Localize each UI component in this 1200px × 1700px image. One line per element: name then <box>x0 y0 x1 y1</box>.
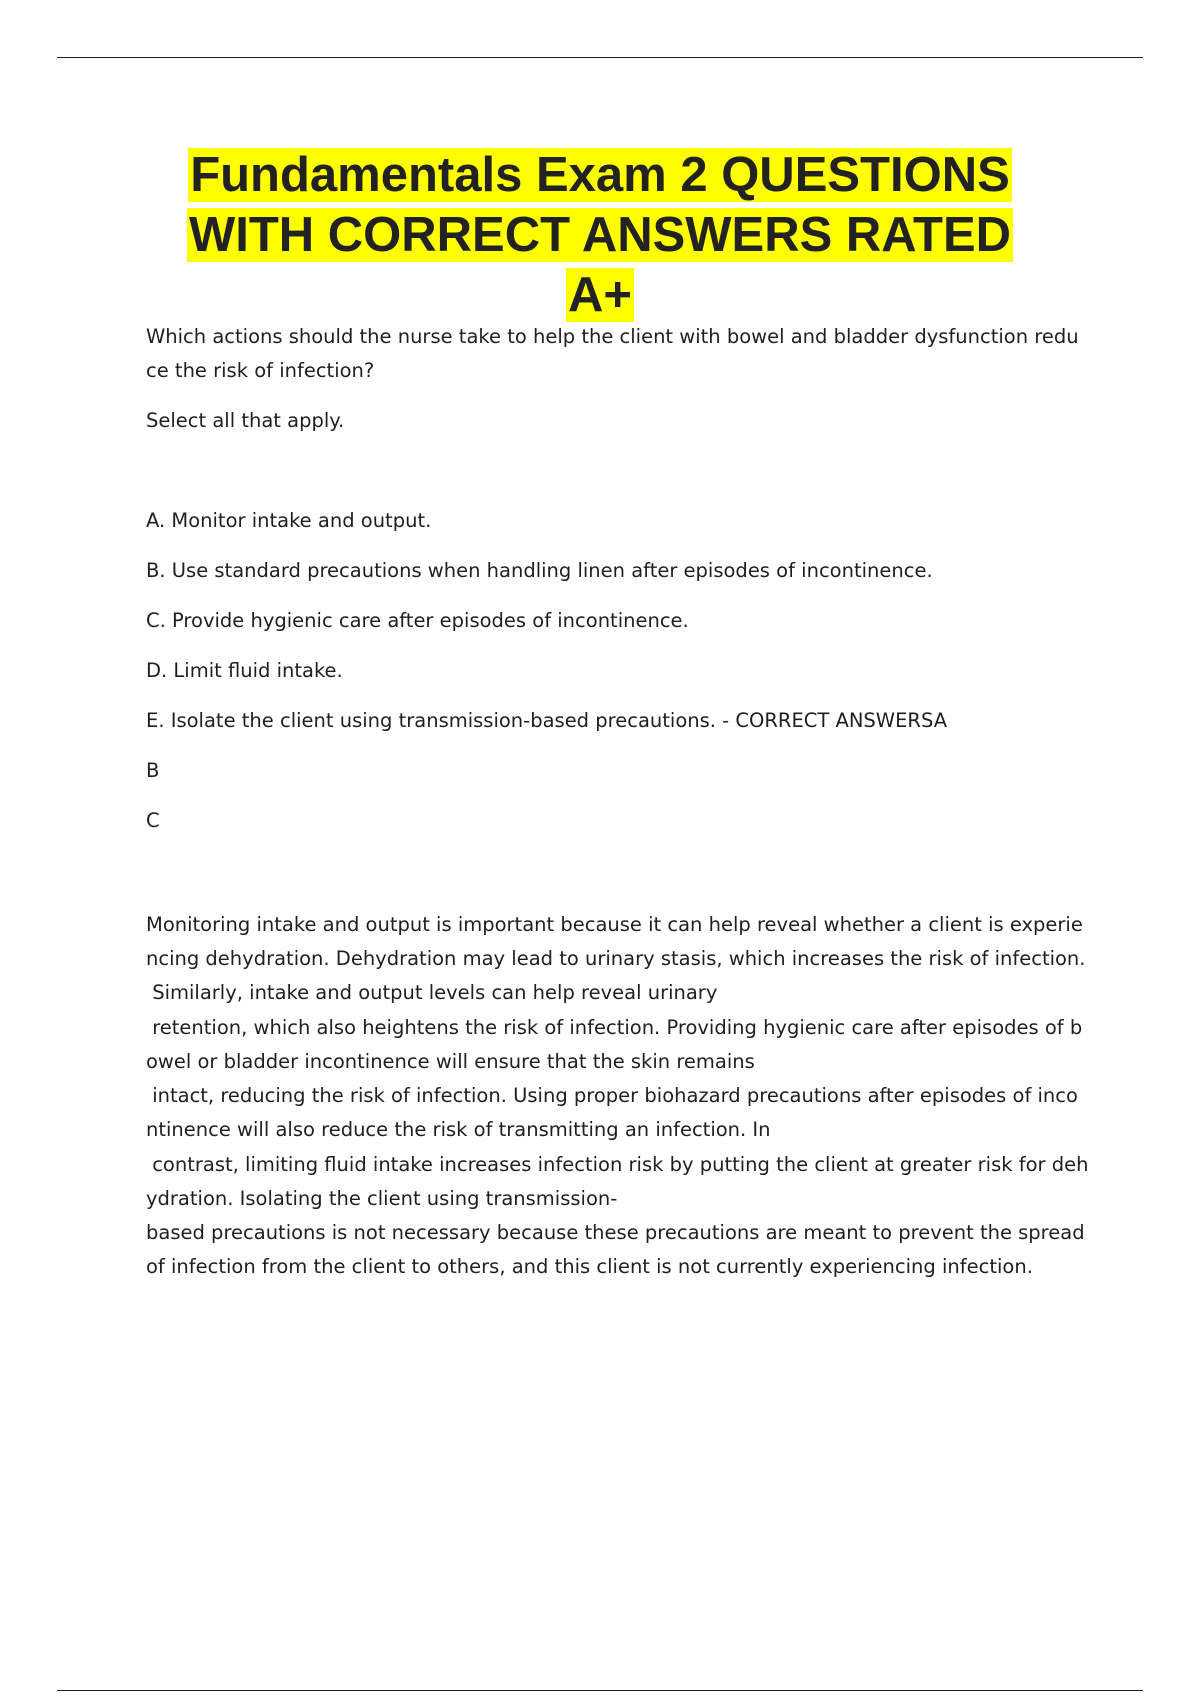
title-line-2: WITH CORRECT ANSWERS RATED <box>188 208 1012 262</box>
rationale-line-4: retention, which also heightens the risk of infection. Providing hygienic care after episodes of b <box>146 1016 1083 1039</box>
option-c: C. Provide hygienic care after episodes of incontinence. <box>146 609 689 632</box>
title-line-1: Fundamentals Exam 2 QUESTIONS <box>190 148 1010 202</box>
option-b: B. Use standard precautions when handling linen after episodes of incontinence. <box>146 559 933 582</box>
answer-c: C <box>146 809 160 832</box>
option-e: E. Isolate the client using transmission-based precautions. - CORRECT ANSWERSA <box>146 709 948 732</box>
bottom-rule <box>57 1690 1143 1691</box>
answer-b: B <box>146 759 160 782</box>
top-rule <box>57 57 1143 58</box>
rationale-line-10: based precautions is not necessary because these precautions are meant to prevent the spread <box>146 1221 1085 1244</box>
option-a: A. Monitor intake and output. <box>146 509 432 532</box>
question-line-1: Which actions should the nurse take to help the client with bowel and bladder dysfunction redu <box>146 325 1079 348</box>
rationale-line-8: contrast, limiting fluid intake increases infection risk by putting the client at greater risk for deh <box>146 1153 1089 1176</box>
rationale-line-6: intact, reducing the risk of infection. Using proper biohazard precautions after episodes of inco <box>146 1084 1078 1107</box>
rationale-line-3: Similarly, intake and output levels can help reveal urinary <box>146 981 718 1004</box>
instruction-text: Select all that apply. <box>146 409 345 432</box>
document-title <box>120 145 1080 325</box>
option-d: D. Limit fluid intake. <box>146 659 343 682</box>
rationale-line-1: Monitoring intake and output is important because it can help reveal whether a client is experie <box>146 913 1083 936</box>
question-line-2: ce the risk of infection? <box>146 359 375 382</box>
rationale-line-2: ncing dehydration. Dehydration may lead to urinary stasis, which increases the risk of infection. <box>146 947 1086 970</box>
rationale-line-7: ntinence will also reduce the risk of transmitting an infection. In <box>146 1118 771 1141</box>
title-line-3: A+ <box>567 268 632 322</box>
rationale-line-5: owel or bladder incontinence will ensure that the skin remains <box>146 1050 755 1073</box>
rationale-line-11: of infection from the client to others, and this client is not currently experiencing infection. <box>146 1255 1033 1278</box>
rationale-line-9: ydration. Isolating the client using transmission- <box>146 1187 618 1210</box>
